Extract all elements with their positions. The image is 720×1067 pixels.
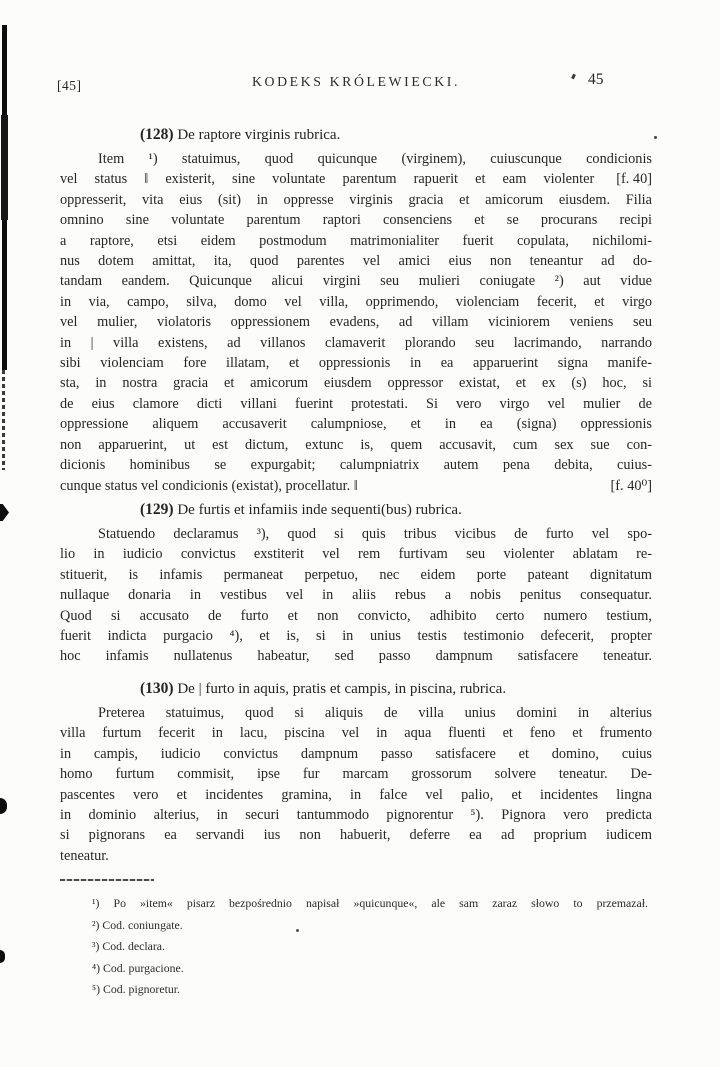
footnote: ⁴) Cod. purgacione. <box>92 960 184 975</box>
running-title: KODEKS KRÓLEWIECKI. <box>251 74 461 89</box>
text-line: dicionis hominibus se expurgabit; calumpniatrix autem pena debita, cuius- <box>60 457 652 474</box>
text-line: in via, campo, silva, domo vel villa, opprimendo, violenciam fecerit, et virgo <box>60 293 652 310</box>
scan-artifact-edge-bar-faded <box>2 370 5 470</box>
folio-mark: [f. 40] <box>616 171 652 188</box>
text-line: fuerit indicta purgacio ⁴), et is, si in unius testis testimonio defecerit, propter <box>60 628 652 645</box>
footnote: ²) Cod. coniungate. <box>92 917 183 932</box>
text-line: hoc infamis nullatenus habeatur, sed passo dampnum satisfacere teneatur. <box>60 648 652 665</box>
section-body-128 <box>60 149 652 496</box>
text-line: stituerit, is infamis permaneat perpetuo, nec eidem porte pateant dignitatum <box>60 566 652 583</box>
text-line: tandam eandem. Quicunque alicui virgini seu mulieri coniugate ²) aut vidue <box>60 273 652 290</box>
text-line: Preterea statuimus, quod si aliquis de villa unius domini in alterius <box>98 705 652 721</box>
text-line: sibi violenciam fore illatam, et oppressionis in ea apparuerint signa manife- <box>60 355 652 372</box>
text-line: a raptore, etsi eidem postmodum matrimonialiter fuerit copulata, nichilomi- <box>60 232 652 249</box>
text-line: homo furtum commisit, ipse fur marcam grossorum solvere teneatur. De- <box>60 766 652 783</box>
section-heading-128 <box>140 126 340 144</box>
text-line: non apparuerint, ut est dictum, extunc is, quem accusavit, cum sex sue con- <box>60 436 652 453</box>
text-line: vel mulier, violatoris oppressionem evadens, ad villam viciniorem veniens seu <box>60 314 652 331</box>
section-title: De furtis et infamiis inde sequenti(bus) rubrica. <box>177 502 462 518</box>
text-line: nus dotem amittat, ita, quod parentes vel amici eius non teneantur ad do- <box>60 253 652 270</box>
footnote: ¹) Po »item« pisarz bezpośrednio napisał »quicunque«, ale sam zaraz słowo to przemazał. <box>92 896 648 910</box>
folio-mark: [f. 40⁰] <box>610 477 652 494</box>
section-body-129 <box>60 524 652 667</box>
text-line: in campis, iudicio convictus dampnum passo satisfacere et domino, cuius <box>60 745 652 762</box>
section-heading-130 <box>140 680 506 698</box>
text-line: Item ¹) statuimus, quod quicunque (virginem), cuiuscunque condicionis <box>98 151 652 167</box>
page-number: 45 <box>588 71 604 88</box>
footnote: ⁵) Cod. pignoretur. <box>92 982 180 997</box>
text-line: in | villa existens, ad villanos clamaverit plorando seu lacrimando, narrando <box>60 334 652 351</box>
section-number: (128) <box>140 126 174 143</box>
section-title: De | furto in aquis, pratis et campis, in piscina, rubrica. <box>177 681 507 697</box>
text-line <box>60 169 652 189</box>
section-number: (130) <box>140 680 174 697</box>
scan-artifact-edge-bar-wide <box>1 115 8 220</box>
section-number: (129) <box>140 501 174 518</box>
text-line: pascentes vero et incidentes gramina, in falce vel palio, et incidentes lingna <box>60 786 652 803</box>
text-line: si pignorans ea servandi ius non habuerit, deferre ea ad proprium iudicem <box>60 827 652 844</box>
footnote: ³) Cod. declara. <box>92 939 165 954</box>
section-heading-129 <box>140 501 462 519</box>
line-text: cunque status vel condicionis (existat), procellatur. ‖ <box>60 477 358 494</box>
text-line: teneatur. <box>60 847 109 864</box>
text-line: Statuendo declaramus ³), quod si quis tribus vicibus de furto vel spo- <box>98 526 652 542</box>
manuscript-folio-ref: [45] <box>57 78 82 93</box>
text-line: oppresserit, vita eius (sit) in oppresse virginis gracia et amicorum eiusdem. Filia <box>60 191 652 208</box>
line-text: vel status ‖ existerit, sine voluntate parentum rapuerit et eam violenter <box>60 171 595 188</box>
text-line: de eius clamore dicti villani fuerint protestati. Si vero virgo vel mulier de <box>60 395 652 412</box>
text-line: omnino sine voluntate parentum raptori consenciens et se procurans recipi <box>60 212 652 229</box>
text-line: oppressione aliquem accusaverit calumpniose, et in ea (signa) oppressionis <box>60 416 652 433</box>
text-line: sta, in nostra gracia et amicorum eiusdem oppressor existat, et ex (s) hoc, si <box>60 375 652 392</box>
text-line: in dominio alterius, in securi tantummodo pignorentur ⁵). Pignora vero predicta <box>60 807 652 824</box>
text-line: nullaque donaria in vestibus vel in aliis rebus a nobis penitus consequatur. <box>60 587 652 604</box>
section-body-130 <box>60 703 652 866</box>
text-line: Quod si accusato de furto et non convicto, adhibito certo numero testium, <box>60 607 652 624</box>
text-line <box>60 476 652 496</box>
scan-speck <box>654 136 657 139</box>
text-line: villa furtum fecerit in lacu, piscina vel in aqua fluenti et feno et frumento <box>60 725 652 742</box>
section-title: De raptore virginis rubrica. <box>177 127 341 143</box>
footnote-separator <box>60 879 154 881</box>
scan-artifact-blob <box>0 798 7 814</box>
scan-artifact-blob <box>0 504 9 521</box>
footnotes-block <box>92 893 648 1001</box>
scan-artifact-blob <box>0 950 5 963</box>
text-line: lio in iudicio convictus exstiterit vel rem furtivam seu violenter ablatam re- <box>60 546 652 563</box>
